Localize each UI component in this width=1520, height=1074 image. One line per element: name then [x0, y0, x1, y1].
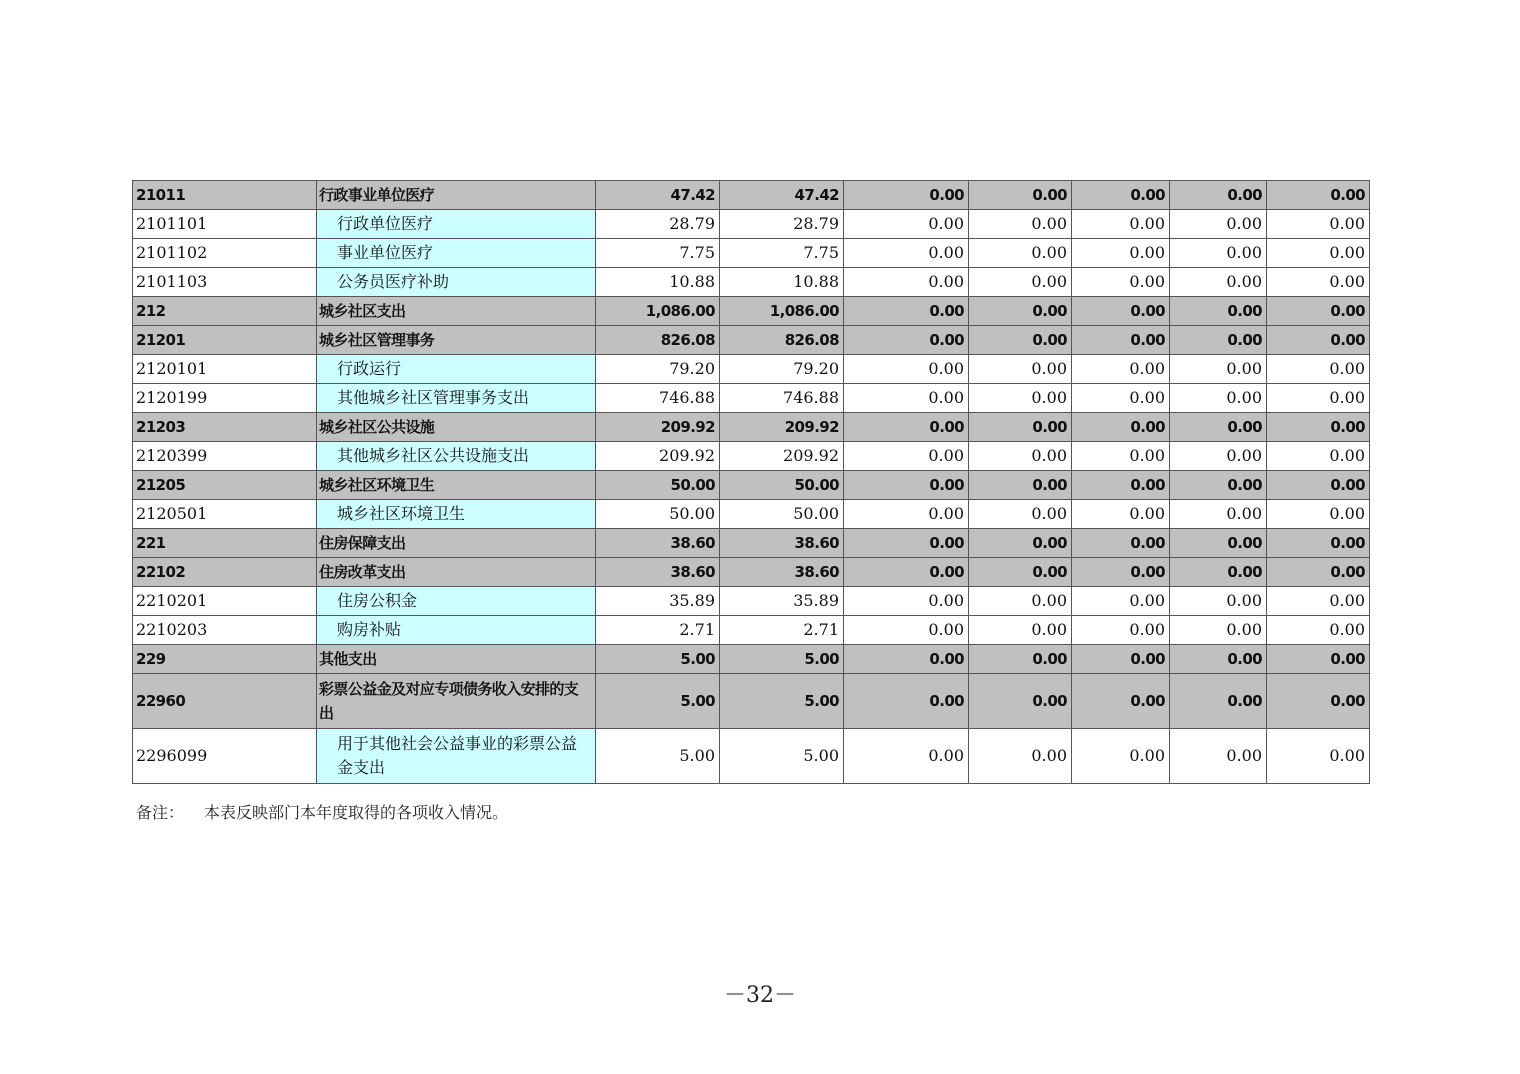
- amount-cell: 0.00: [969, 181, 1072, 210]
- amount-cell: 0.00: [1267, 500, 1370, 529]
- amount-cell: 0.00: [969, 413, 1072, 442]
- amount-cell: 1,086.00: [596, 297, 720, 326]
- item-row: [133, 268, 1370, 297]
- summary-row: [133, 471, 1370, 500]
- amount-cell: 0.00: [1267, 210, 1370, 239]
- subject-code-cell: 2296099: [133, 729, 317, 784]
- amount-cell: 0.00: [1072, 616, 1170, 645]
- amount-cell: 0.00: [1170, 355, 1267, 384]
- amount-cell: 10.88: [720, 268, 844, 297]
- amount-cell: 0.00: [844, 268, 969, 297]
- amount-cell: 0.00: [1267, 355, 1370, 384]
- amount-cell: 746.88: [720, 384, 844, 413]
- amount-cell: 10.88: [596, 268, 720, 297]
- amount-cell: 0.00: [1170, 268, 1267, 297]
- amount-cell: 35.89: [596, 587, 720, 616]
- amount-cell: 0.00: [969, 558, 1072, 587]
- summary-row: [133, 297, 1370, 326]
- subject-code-cell: 212: [133, 297, 317, 326]
- item-row: [133, 729, 1370, 784]
- amount-cell: 0.00: [844, 729, 969, 784]
- subject-code-cell: 2101101: [133, 210, 317, 239]
- amount-cell: 5.00: [720, 674, 844, 729]
- subject-name-cell: 用于其他社会公益事业的彩票公益金支出: [317, 729, 596, 784]
- subject-name-cell: 城乡社区支出: [317, 297, 596, 326]
- amount-cell: 2.71: [596, 616, 720, 645]
- summary-row: [133, 326, 1370, 355]
- amount-cell: 0.00: [969, 587, 1072, 616]
- amount-cell: 38.60: [720, 558, 844, 587]
- amount-cell: 0.00: [1267, 442, 1370, 471]
- amount-cell: 0.00: [969, 239, 1072, 268]
- amount-cell: 0.00: [844, 297, 969, 326]
- amount-cell: 0.00: [1170, 587, 1267, 616]
- amount-cell: 0.00: [1072, 413, 1170, 442]
- summary-row: [133, 181, 1370, 210]
- amount-cell: 826.08: [596, 326, 720, 355]
- amount-cell: 79.20: [596, 355, 720, 384]
- amount-cell: 0.00: [844, 384, 969, 413]
- amount-cell: 79.20: [720, 355, 844, 384]
- amount-cell: 0.00: [1170, 239, 1267, 268]
- amount-cell: 0.00: [844, 645, 969, 674]
- amount-cell: 0.00: [1170, 384, 1267, 413]
- subject-code-cell: 21203: [133, 413, 317, 442]
- summary-row: [133, 674, 1370, 729]
- amount-cell: 50.00: [596, 471, 720, 500]
- amount-cell: 2.71: [720, 616, 844, 645]
- subject-code-cell: 2210201: [133, 587, 317, 616]
- subject-name-cell: 城乡社区环境卫生: [317, 471, 596, 500]
- amount-cell: 28.79: [596, 210, 720, 239]
- amount-cell: 47.42: [596, 181, 720, 210]
- subject-code-cell: 2120501: [133, 500, 317, 529]
- amount-cell: 5.00: [596, 729, 720, 784]
- amount-cell: 7.75: [720, 239, 844, 268]
- amount-cell: 0.00: [1267, 181, 1370, 210]
- amount-cell: 0.00: [1267, 729, 1370, 784]
- summary-row: [133, 645, 1370, 674]
- amount-cell: 0.00: [1072, 239, 1170, 268]
- summary-row: [133, 413, 1370, 442]
- subject-code-cell: 229: [133, 645, 317, 674]
- table-note: [136, 800, 508, 823]
- amount-cell: 5.00: [720, 645, 844, 674]
- summary-row: [133, 558, 1370, 587]
- amount-cell: 38.60: [720, 529, 844, 558]
- amount-cell: 5.00: [720, 729, 844, 784]
- amount-cell: 209.92: [596, 413, 720, 442]
- subject-code-cell: 22102: [133, 558, 317, 587]
- subject-code-cell: 21201: [133, 326, 317, 355]
- amount-cell: 0.00: [844, 326, 969, 355]
- amount-cell: 0.00: [1267, 239, 1370, 268]
- amount-cell: 0.00: [1072, 529, 1170, 558]
- amount-cell: 0.00: [1267, 268, 1370, 297]
- amount-cell: 0.00: [1267, 529, 1370, 558]
- amount-cell: 0.00: [1170, 674, 1267, 729]
- amount-cell: 0.00: [844, 442, 969, 471]
- table-body: [133, 181, 1370, 784]
- amount-cell: 0.00: [844, 181, 969, 210]
- amount-cell: 0.00: [969, 384, 1072, 413]
- amount-cell: 0.00: [969, 616, 1072, 645]
- amount-cell: 0.00: [969, 355, 1072, 384]
- subject-code-cell: 21011: [133, 181, 317, 210]
- amount-cell: 0.00: [1072, 558, 1170, 587]
- amount-cell: 0.00: [844, 616, 969, 645]
- amount-cell: 0.00: [1072, 297, 1170, 326]
- amount-cell: 0.00: [969, 674, 1072, 729]
- subject-name-cell: 城乡社区公共设施: [317, 413, 596, 442]
- subject-name-cell: 行政事业单位医疗: [317, 181, 596, 210]
- subject-code-cell: 22960: [133, 674, 317, 729]
- amount-cell: 28.79: [720, 210, 844, 239]
- amount-cell: 0.00: [844, 529, 969, 558]
- amount-cell: 209.92: [720, 442, 844, 471]
- amount-cell: 0.00: [844, 471, 969, 500]
- amount-cell: 0.00: [1072, 210, 1170, 239]
- amount-cell: 0.00: [844, 355, 969, 384]
- subject-name-cell: 住房保障支出: [317, 529, 596, 558]
- amount-cell: 50.00: [720, 500, 844, 529]
- item-row: [133, 500, 1370, 529]
- amount-cell: 0.00: [1170, 729, 1267, 784]
- subject-name-cell: 事业单位医疗: [317, 239, 596, 268]
- amount-cell: 0.00: [969, 471, 1072, 500]
- amount-cell: 0.00: [1072, 384, 1170, 413]
- amount-cell: 0.00: [1267, 616, 1370, 645]
- amount-cell: 0.00: [1072, 181, 1170, 210]
- subject-code-cell: 2210203: [133, 616, 317, 645]
- amount-cell: 0.00: [1170, 645, 1267, 674]
- note-label: 备注：: [136, 803, 185, 822]
- subject-code-cell: 2101103: [133, 268, 317, 297]
- subject-name-cell: 其他支出: [317, 645, 596, 674]
- amount-cell: 38.60: [596, 558, 720, 587]
- subject-name-cell: 彩票公益金及对应专项债务收入安排的支出: [317, 674, 596, 729]
- amount-cell: 0.00: [1072, 268, 1170, 297]
- amount-cell: 5.00: [596, 645, 720, 674]
- amount-cell: 0.00: [1170, 558, 1267, 587]
- subject-name-cell: 住房公积金: [317, 587, 596, 616]
- amount-cell: 0.00: [1267, 384, 1370, 413]
- amount-cell: 0.00: [844, 500, 969, 529]
- amount-cell: 0.00: [1072, 587, 1170, 616]
- amount-cell: 0.00: [1170, 326, 1267, 355]
- amount-cell: 0.00: [969, 297, 1072, 326]
- subject-code-cell: 2120101: [133, 355, 317, 384]
- amount-cell: 0.00: [1170, 500, 1267, 529]
- amount-cell: 0.00: [1267, 471, 1370, 500]
- amount-cell: 50.00: [596, 500, 720, 529]
- amount-cell: 0.00: [969, 729, 1072, 784]
- budget-table: [132, 180, 1370, 784]
- amount-cell: 0.00: [1072, 500, 1170, 529]
- amount-cell: 0.00: [1170, 413, 1267, 442]
- amount-cell: 0.00: [1170, 442, 1267, 471]
- amount-cell: 7.75: [596, 239, 720, 268]
- amount-cell: 0.00: [969, 326, 1072, 355]
- amount-cell: 0.00: [844, 210, 969, 239]
- subject-code-cell: 2101102: [133, 239, 317, 268]
- amount-cell: 0.00: [1267, 674, 1370, 729]
- amount-cell: 0.00: [844, 558, 969, 587]
- subject-code-cell: 21205: [133, 471, 317, 500]
- amount-cell: 0.00: [844, 674, 969, 729]
- amount-cell: 0.00: [1267, 413, 1370, 442]
- amount-cell: 47.42: [720, 181, 844, 210]
- amount-cell: 0.00: [1072, 326, 1170, 355]
- amount-cell: 0.00: [969, 500, 1072, 529]
- amount-cell: 0.00: [1170, 471, 1267, 500]
- amount-cell: 0.00: [1170, 529, 1267, 558]
- subject-name-cell: 公务员医疗补助: [317, 268, 596, 297]
- amount-cell: 0.00: [1170, 297, 1267, 326]
- amount-cell: 1,086.00: [720, 297, 844, 326]
- amount-cell: 0.00: [969, 268, 1072, 297]
- amount-cell: 0.00: [844, 239, 969, 268]
- amount-cell: 0.00: [844, 587, 969, 616]
- amount-cell: 5.00: [596, 674, 720, 729]
- amount-cell: 0.00: [1072, 645, 1170, 674]
- subject-name-cell: 住房改革支出: [317, 558, 596, 587]
- amount-cell: 35.89: [720, 587, 844, 616]
- subject-name-cell: 城乡社区管理事务: [317, 326, 596, 355]
- amount-cell: 0.00: [1267, 326, 1370, 355]
- amount-cell: 0.00: [1072, 674, 1170, 729]
- amount-cell: 826.08: [720, 326, 844, 355]
- amount-cell: 0.00: [1170, 181, 1267, 210]
- subject-name-cell: 购房补贴: [317, 616, 596, 645]
- amount-cell: 0.00: [969, 529, 1072, 558]
- amount-cell: 746.88: [596, 384, 720, 413]
- amount-cell: 209.92: [596, 442, 720, 471]
- item-row: [133, 355, 1370, 384]
- amount-cell: 0.00: [1072, 442, 1170, 471]
- amount-cell: 0.00: [1267, 587, 1370, 616]
- amount-cell: 50.00: [720, 471, 844, 500]
- subject-code-cell: 2120199: [133, 384, 317, 413]
- item-row: [133, 587, 1370, 616]
- note-text: 本表反映部门本年度取得的各项收入情况。: [204, 803, 509, 822]
- amount-cell: 0.00: [1170, 210, 1267, 239]
- subject-name-cell: 行政单位医疗: [317, 210, 596, 239]
- item-row: [133, 616, 1370, 645]
- amount-cell: 209.92: [720, 413, 844, 442]
- item-row: [133, 239, 1370, 268]
- subject-name-cell: 其他城乡社区管理事务支出: [317, 384, 596, 413]
- subject-name-cell: 城乡社区环境卫生: [317, 500, 596, 529]
- amount-cell: 0.00: [1267, 645, 1370, 674]
- amount-cell: 0.00: [1072, 729, 1170, 784]
- subject-name-cell: 行政运行: [317, 355, 596, 384]
- amount-cell: 0.00: [969, 442, 1072, 471]
- subject-name-cell: 其他城乡社区公共设施支出: [317, 442, 596, 471]
- item-row: [133, 384, 1370, 413]
- amount-cell: 0.00: [969, 645, 1072, 674]
- amount-cell: 0.00: [844, 413, 969, 442]
- amount-cell: 0.00: [1267, 297, 1370, 326]
- amount-cell: 38.60: [596, 529, 720, 558]
- amount-cell: 0.00: [1072, 355, 1170, 384]
- subject-code-cell: 2120399: [133, 442, 317, 471]
- amount-cell: 0.00: [969, 210, 1072, 239]
- subject-code-cell: 221: [133, 529, 317, 558]
- amount-cell: 0.00: [1072, 471, 1170, 500]
- amount-cell: 0.00: [1267, 558, 1370, 587]
- amount-cell: 0.00: [1170, 616, 1267, 645]
- summary-row: [133, 529, 1370, 558]
- item-row: [133, 210, 1370, 239]
- page-number: －32－: [724, 983, 796, 1008]
- item-row: [133, 442, 1370, 471]
